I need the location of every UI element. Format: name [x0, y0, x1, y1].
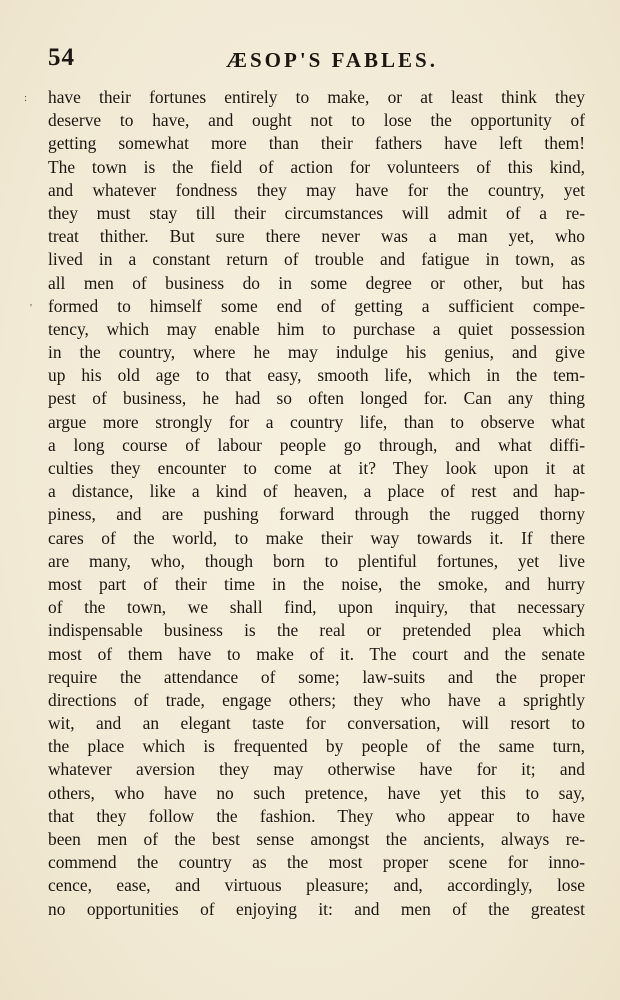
text-line: cares of the world, to make their way towards it. If there [48, 527, 585, 548]
text-line: most of them have to make of it. The court and the senate [48, 643, 585, 664]
text-line: wit, and an elegant taste for conversation, will resort to [48, 713, 585, 734]
text-line: others, who have no such pretence, have yet this to say, [48, 782, 585, 803]
margin-mark: : [24, 92, 28, 104]
text-line: most part of their time in the noise, the smoke, and hurry [48, 573, 585, 594]
text-line: tency, which may enable him to purchase a quiet possession [48, 318, 585, 339]
text-line: a distance, like a kind of heaven, a place of rest and hap- [48, 481, 585, 502]
text-line: require the attendance of some; law-suits and the proper [48, 666, 585, 687]
text-line: are many, who, though born to plentiful fortunes, yet live [48, 550, 585, 571]
text-line: all men of business do in some degree or other, but has [48, 272, 585, 293]
text-line: and whatever fondness they may have for the country, yet [48, 179, 585, 200]
running-head: ÆSOP'S FABLES. [226, 48, 438, 72]
text-line: culties they encounter to come at it? They look upon it at [48, 458, 585, 478]
text-line: lived in a constant return of trouble and fatigue in town, as [48, 249, 585, 270]
text-line: directions of trade, engage others; they who have a sprightly [48, 689, 585, 710]
text-line: that they follow the fashion. They who appear to have [48, 805, 585, 826]
text-line: up his old age to that easy, smooth life, which in the tem- [48, 365, 585, 386]
margin-mark: ' [30, 302, 32, 314]
text-line: argue more strongly for a country life, than to observe what [48, 411, 585, 432]
text-line: piness, and are pushing forward through the rugged thorny [48, 504, 585, 525]
text-line: getting somewhat more than their fathers have left them! [48, 133, 585, 154]
text-line: The town is the field of action for volunteers of this kind, [48, 156, 585, 177]
text-line: treat thither. But sure there never was a man yet, who [48, 226, 585, 247]
text-line: cence, ease, and virtuous pleasure; and, accordingly, lose [48, 875, 585, 896]
text-line: pest of business, he had so often longed for. Can any thing [48, 388, 585, 409]
text-line: commend the country as the most proper scene for inno- [48, 852, 585, 873]
text-line: deserve to have, and ought not to lose the opportunity of [48, 110, 585, 131]
page-header [48, 44, 588, 78]
text-line: no opportunities of enjoying it: and men of the greatest [48, 898, 585, 919]
text-line: in the country, where he may indulge his genius, and give [48, 342, 585, 363]
page-number: 54 [48, 44, 75, 71]
text-line: been men of the best sense amongst the ancients, always re- [48, 829, 585, 849]
text-line: they must stay till their circumstances will admit of a re- [48, 202, 585, 223]
text-line: of the town, we shall find, upon inquiry, that necessary [48, 597, 585, 618]
text-line: the place which is frequented by people of the same turn, [48, 736, 585, 757]
text-line: a long course of labour people go through, and what diffi- [48, 434, 585, 455]
text-line: whatever aversion they may otherwise have for it; and [48, 759, 585, 780]
text-line: formed to himself some end of getting a sufficient compe- [48, 295, 585, 316]
body-text [48, 86, 585, 921]
text-line: have their fortunes entirely to make, or at least think they [48, 87, 585, 107]
text-line: indispensable business is the real or pretended plea which [48, 620, 585, 641]
